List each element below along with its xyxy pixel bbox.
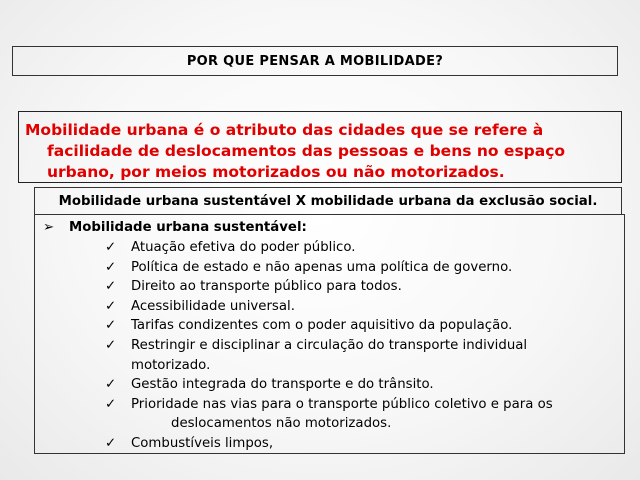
list-item — [105, 395, 615, 434]
list-item-text-continued: motorizado. — [131, 357, 211, 373]
checkmark-icon: ✓ — [105, 259, 117, 275]
arrow-bullet-icon: ➢ — [43, 220, 55, 235]
sustainable-mobility-box — [34, 214, 625, 454]
sustainable-items-list — [105, 238, 615, 454]
list-item — [105, 316, 615, 336]
definition-line-2: facilidade de deslocamentos das pessoas e bens no espaço — [47, 142, 566, 160]
list-item-text: Acessibilidade universal. — [131, 298, 295, 314]
list-item-text: Política de estado e não apenas uma política de governo. — [131, 259, 513, 275]
definition-line-3: urbano, por meios motorizados ou não motorizados. — [47, 163, 505, 181]
list-item-text: Gestão integrada do transporte e do trânsito. — [131, 377, 434, 393]
list-item-text: Atuação efetiva do poder público. — [131, 240, 356, 255]
checkmark-icon: ✓ — [105, 318, 117, 334]
comparison-box — [34, 187, 622, 215]
checkmark-icon: ✓ — [105, 435, 117, 451]
slide-title — [12, 46, 618, 76]
list-item-text: Direito ao transporte público para todos. — [131, 279, 402, 295]
list-item-text: Combustíveis limpos, — [131, 435, 274, 451]
list-item-text: Tarifas condizentes com o poder aquisitivo da população. — [131, 318, 513, 334]
sustainable-heading-text: Mobilidade urbana sustentável: — [69, 220, 307, 235]
list-item-text: Prioridade nas vias para o transporte público coletivo e para os — [131, 396, 553, 412]
list-item — [105, 258, 615, 278]
list-item — [105, 336, 615, 375]
checkmark-icon: ✓ — [105, 240, 117, 255]
comparison-text: Mobilidade urbana sustentável X mobilidade urbana da exclusão social. — [58, 193, 598, 209]
list-item — [105, 238, 615, 258]
checkmark-icon: ✓ — [105, 377, 117, 393]
list-item-text-continued: deslocamentos não motorizados. — [171, 416, 392, 432]
slide-title-text: POR QUE PENSAR A MOBILIDADE? — [186, 53, 444, 69]
definition-box — [18, 111, 622, 183]
sustainable-heading — [43, 220, 307, 235]
list-item — [105, 375, 615, 395]
list-item — [105, 434, 615, 454]
definition-line-1: Mobilidade urbana é o atributo das cidades que se refere à — [25, 121, 544, 139]
list-item — [105, 297, 615, 317]
checkmark-icon: ✓ — [105, 298, 117, 314]
checkmark-icon: ✓ — [105, 396, 117, 412]
list-item — [105, 277, 615, 297]
checkmark-icon: ✓ — [105, 279, 117, 295]
checkmark-icon: ✓ — [105, 337, 117, 353]
list-item-text: Restringir e disciplinar a circulação do transporte individual — [131, 337, 528, 353]
